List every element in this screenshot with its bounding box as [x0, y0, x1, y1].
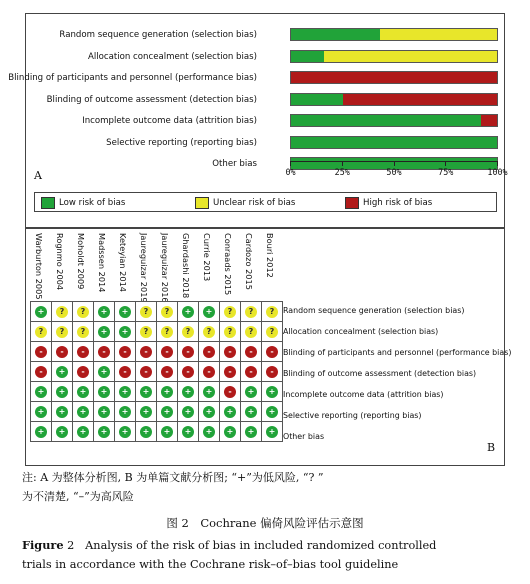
- risk-judgement-high-icon: -: [140, 346, 152, 358]
- grid-cell: [73, 402, 94, 422]
- panel-letter-b: B: [487, 441, 496, 454]
- grid-cell: [31, 382, 52, 402]
- grid-cell: [115, 342, 136, 362]
- grid-cell: [199, 322, 220, 342]
- risk-judgement-low-icon: +: [98, 366, 110, 378]
- grid-cell: [199, 342, 220, 362]
- risk-judgement-low-icon: +: [182, 306, 194, 318]
- risk-judgement-low-icon: +: [140, 406, 152, 418]
- grid-row-label: Blinding of participants and personnel (performance bias): [283, 348, 512, 357]
- grid-cell: [115, 402, 136, 422]
- grid-row-label: Random sequence generation (selection bias): [283, 306, 465, 315]
- grid-cell: [157, 402, 178, 422]
- risk-judgement-low-icon: +: [119, 426, 131, 438]
- risk-judgement-high-icon: -: [182, 366, 194, 378]
- grid-cell: [220, 322, 241, 342]
- x-tick-mark: [342, 161, 343, 166]
- legend-label-unclear: Unclear risk of bias: [213, 197, 296, 208]
- domain-bar: [290, 71, 498, 84]
- legend-item-low: [41, 196, 125, 209]
- grid-cell: [52, 342, 73, 362]
- grid-cell: [136, 302, 157, 322]
- risk-judgement-low-icon: +: [182, 406, 194, 418]
- risk-judgement-low-icon: +: [35, 306, 47, 318]
- risk-judgement-low-icon: +: [203, 426, 215, 438]
- grid-cell: [241, 422, 262, 442]
- risk-judgement-high-icon: -: [224, 366, 236, 378]
- grid-cell: [262, 302, 283, 322]
- risk-judgement-low-icon: +: [161, 406, 173, 418]
- bar-segment-unclear: [380, 29, 497, 40]
- grid-cell: [52, 382, 73, 402]
- risk-judgement-low-icon: +: [35, 386, 47, 398]
- grid-row-label: Allocation concealment (selection bias): [283, 327, 439, 336]
- study-column-header: [244, 233, 258, 295]
- legend-label-low: Low risk of bias: [59, 197, 126, 208]
- grid-cell: [157, 382, 178, 402]
- grid-cell: [157, 362, 178, 382]
- risk-judgement-unclear-icon: ?: [224, 306, 236, 318]
- grid-cell: [262, 342, 283, 362]
- grid-cell: [94, 362, 115, 382]
- bar-segment-high: [291, 72, 497, 83]
- risk-judgement-low-icon: +: [266, 406, 278, 418]
- risk-judgement-high-icon: -: [98, 346, 110, 358]
- grid-cell: [262, 402, 283, 422]
- grid-cell: [94, 382, 115, 402]
- grid-cell: [199, 362, 220, 382]
- grid-cell: [220, 362, 241, 382]
- risk-judgement-low-icon: +: [98, 306, 110, 318]
- domain-label: Other bias: [212, 159, 257, 169]
- risk-judgement-low-icon: +: [56, 406, 68, 418]
- grid-row-label: Other bias: [283, 432, 325, 441]
- grid-row: [31, 342, 283, 362]
- grid-cell: [136, 362, 157, 382]
- grid-row: [31, 422, 283, 442]
- grid-cell: [52, 322, 73, 342]
- risk-judgement-low-icon: +: [203, 386, 215, 398]
- risk-judgement-high-icon: -: [77, 346, 89, 358]
- grid-cell: [73, 382, 94, 402]
- x-tick-label: 100%: [487, 167, 508, 177]
- risk-judgement-high-icon: -: [245, 346, 257, 358]
- risk-judgement-low-icon: +: [119, 386, 131, 398]
- study-name: Keteyian 2014: [118, 233, 128, 293]
- grid-cell: [73, 322, 94, 342]
- risk-judgement-low-icon: +: [140, 426, 152, 438]
- legend-item-high: [345, 196, 432, 209]
- grid-cell: [178, 302, 199, 322]
- risk-judgement-unclear-icon: ?: [140, 306, 152, 318]
- risk-judgement-low-icon: +: [119, 406, 131, 418]
- grid-cell: [31, 362, 52, 382]
- grid-cell: [115, 302, 136, 322]
- grid-cell: [31, 422, 52, 442]
- grid-cell: [178, 362, 199, 382]
- x-tick-label: 0%: [285, 167, 296, 177]
- risk-judgement-low-icon: +: [224, 426, 236, 438]
- grid-cell: [136, 382, 157, 402]
- risk-judgement-low-icon: +: [77, 406, 89, 418]
- grid-cell: [94, 302, 115, 322]
- risk-judgement-high-icon: -: [161, 366, 173, 378]
- grid-cell: [115, 422, 136, 442]
- figure-title-en-line-2: trials in accordance with the Cochrane risk–of–bias tool guideline: [22, 558, 399, 571]
- risk-judgement-unclear-icon: ?: [245, 306, 257, 318]
- grid-cell: [73, 362, 94, 382]
- risk-judgement-high-icon: -: [245, 366, 257, 378]
- risk-judgement-unclear-icon: ?: [266, 326, 278, 338]
- grid-row: [31, 402, 283, 422]
- bar-segment-unclear: [324, 51, 497, 62]
- bar-segment-high: [343, 94, 498, 105]
- study-column-header: [55, 233, 69, 295]
- grid-cell: [220, 302, 241, 322]
- grid-row: [31, 362, 283, 382]
- risk-judgement-low-icon: +: [140, 386, 152, 398]
- grid-cell: [52, 422, 73, 442]
- study-name: Moholdt 2009: [76, 233, 86, 290]
- x-tick-label: 75%: [438, 167, 454, 177]
- grid-cell: [31, 322, 52, 342]
- grid-cell: [199, 302, 220, 322]
- domain-bar: [290, 93, 498, 106]
- risk-judgement-low-icon: +: [161, 426, 173, 438]
- risk-judgement-low-icon: +: [119, 326, 131, 338]
- grid-cell: [241, 362, 262, 382]
- risk-judgement-low-icon: +: [35, 406, 47, 418]
- grid-cell: [178, 382, 199, 402]
- bar-segment-low: [291, 94, 343, 105]
- grid-cell: [157, 422, 178, 442]
- risk-judgement-high-icon: -: [35, 366, 47, 378]
- grid-cell: [52, 362, 73, 382]
- domain-label: Incomplete outcome data (attrition bias): [82, 116, 257, 126]
- risk-judgement-unclear-icon: ?: [77, 326, 89, 338]
- grid-cell: [136, 322, 157, 342]
- risk-judgement-low-icon: +: [203, 306, 215, 318]
- study-column-header: [118, 233, 132, 295]
- study-name: Rognmo 2004: [55, 233, 65, 291]
- figure-label: Figure: [22, 538, 64, 552]
- grid-cell: [157, 342, 178, 362]
- risk-of-bias-grid: [30, 301, 283, 442]
- bar-segment-low: [291, 137, 497, 148]
- grid-cell: [241, 342, 262, 362]
- risk-judgement-high-icon: -: [140, 366, 152, 378]
- panel-letter-a: A: [34, 169, 42, 182]
- grid-cell: [136, 402, 157, 422]
- grid-cell: [31, 302, 52, 322]
- risk-judgement-low-icon: +: [56, 366, 68, 378]
- risk-judgement-high-icon: -: [182, 346, 194, 358]
- risk-judgement-low-icon: +: [77, 426, 89, 438]
- grid-cell: [241, 322, 262, 342]
- risk-judgement-low-icon: +: [245, 426, 257, 438]
- x-tick-label: 25%: [334, 167, 350, 177]
- grid-cell: [31, 342, 52, 362]
- domain-bar: [290, 50, 498, 63]
- risk-judgement-unclear-icon: ?: [203, 326, 215, 338]
- bar-segment-low: [291, 51, 324, 62]
- grid-cell: [94, 322, 115, 342]
- study-name: Jaureguizar 2016: [160, 233, 170, 303]
- risk-judgement-high-icon: -: [35, 346, 47, 358]
- grid-row-label: Blinding of outcome assessment (detection bias): [283, 369, 477, 378]
- study-column-header: [202, 233, 216, 295]
- risk-judgement-low-icon: +: [98, 406, 110, 418]
- grid-cell: [115, 382, 136, 402]
- bar-segment-low: [291, 115, 481, 126]
- grid-cell: [241, 382, 262, 402]
- study-name: Ghardashi 2018: [181, 233, 191, 299]
- grid-cell: [115, 322, 136, 342]
- risk-judgement-low-icon: +: [266, 426, 278, 438]
- risk-judgement-unclear-icon: ?: [35, 326, 47, 338]
- risk-judgement-high-icon: -: [203, 366, 215, 378]
- grid-cell: [73, 302, 94, 322]
- study-name: Bouri 2012: [265, 233, 275, 278]
- grid-cell: [262, 382, 283, 402]
- study-name: Cardozo 2015: [244, 233, 254, 290]
- bar-segment-low: [291, 29, 380, 40]
- grid-cell: [220, 342, 241, 362]
- figure-note-line-1: 注: A 为整体分析图, B 为单篇文献分析图; “+”为低风险, “? ”: [22, 471, 324, 484]
- x-tick-mark: [394, 161, 395, 166]
- risk-judgement-unclear-icon: ?: [56, 306, 68, 318]
- domain-bar: [290, 136, 498, 149]
- study-name: Conraads 2015: [223, 233, 233, 296]
- bar-segment-high: [481, 115, 497, 126]
- grid-cell: [94, 342, 115, 362]
- grid-row-label: Incomplete outcome data (attrition bias): [283, 390, 444, 399]
- grid-cell: [52, 402, 73, 422]
- grid-cell: [73, 422, 94, 442]
- study-column-header: [139, 233, 153, 303]
- legend-swatch-low: [41, 197, 55, 209]
- risk-judgement-unclear-icon: ?: [224, 326, 236, 338]
- domain-label: Random sequence generation (selection bias): [59, 30, 257, 40]
- study-column-header: [265, 233, 279, 295]
- panel-b-study-grid: [25, 228, 512, 466]
- risk-judgement-unclear-icon: ?: [56, 326, 68, 338]
- grid-cell: [262, 322, 283, 342]
- risk-judgement-unclear-icon: ?: [161, 306, 173, 318]
- figure-title-en-text-1: Analysis of the risk of bias in included randomized controlled: [85, 539, 437, 552]
- grid-cell: [94, 402, 115, 422]
- grid-cell: [31, 402, 52, 422]
- risk-judgement-low-icon: +: [98, 386, 110, 398]
- risk-judgement-high-icon: -: [77, 366, 89, 378]
- grid-cell: [241, 402, 262, 422]
- legend-item-unclear: [195, 196, 295, 209]
- grid-cell: [178, 402, 199, 422]
- risk-judgement-high-icon: -: [266, 366, 278, 378]
- risk-judgement-low-icon: +: [203, 406, 215, 418]
- risk-judgement-low-icon: +: [98, 426, 110, 438]
- study-column-header: [97, 233, 111, 295]
- risk-judgement-high-icon: -: [203, 346, 215, 358]
- risk-judgement-low-icon: +: [245, 386, 257, 398]
- x-tick-mark: [290, 161, 291, 166]
- chart-legend: [34, 192, 497, 212]
- study-column-header: [181, 233, 195, 299]
- domain-label: Blinding of outcome assessment (detection bias): [46, 94, 257, 105]
- x-tick-mark: [445, 161, 446, 166]
- risk-judgement-low-icon: +: [266, 386, 278, 398]
- risk-judgement-high-icon: -: [224, 346, 236, 358]
- risk-judgement-high-icon: -: [119, 346, 131, 358]
- grid-cell: [199, 382, 220, 402]
- grid-cell: [178, 422, 199, 442]
- domain-label: Blinding of participants and personnel (performance bias): [8, 73, 257, 83]
- study-name: Warburton 2005: [34, 233, 44, 300]
- grid-cell: [52, 302, 73, 322]
- figure-title-cn: 图 2 Cochrane 偏倚风险评估示意图: [166, 516, 364, 530]
- risk-judgement-unclear-icon: ?: [182, 326, 194, 338]
- risk-judgement-high-icon: -: [56, 346, 68, 358]
- risk-judgement-low-icon: +: [224, 406, 236, 418]
- grid-cell: [220, 382, 241, 402]
- figure-number: 2: [67, 539, 75, 552]
- risk-judgement-unclear-icon: ?: [266, 306, 278, 318]
- grid-cell: [220, 402, 241, 422]
- grid-row: [31, 322, 283, 342]
- risk-judgement-low-icon: +: [182, 386, 194, 398]
- risk-judgement-high-icon: -: [266, 346, 278, 358]
- risk-judgement-unclear-icon: ?: [161, 326, 173, 338]
- grid-row-label: Selective reporting (reporting bias): [283, 411, 422, 420]
- risk-judgement-unclear-icon: ?: [245, 326, 257, 338]
- risk-judgement-high-icon: -: [224, 386, 236, 398]
- risk-judgement-low-icon: +: [161, 386, 173, 398]
- x-tick-mark: [497, 161, 498, 166]
- domain-label: Selective reporting (reporting bias): [106, 137, 257, 148]
- grid-cell: [157, 322, 178, 342]
- grid-cell: [94, 422, 115, 442]
- risk-judgement-low-icon: +: [56, 386, 68, 398]
- grid-cell: [199, 422, 220, 442]
- grid-cell: [241, 302, 262, 322]
- risk-judgement-low-icon: +: [56, 426, 68, 438]
- grid-cell: [262, 422, 283, 442]
- risk-judgement-low-icon: +: [77, 386, 89, 398]
- grid-cell: [199, 402, 220, 422]
- grid-cell: [262, 362, 283, 382]
- study-column-header: [223, 233, 237, 295]
- legend-swatch-high: [345, 197, 359, 209]
- study-name: Jaureguizar 2019: [139, 233, 149, 303]
- risk-judgement-low-icon: +: [119, 306, 131, 318]
- grid-row: [31, 382, 283, 402]
- figure-title-en-line-1: [22, 538, 436, 552]
- grid-cell: [136, 342, 157, 362]
- grid-cell: [136, 422, 157, 442]
- grid-cell: [73, 342, 94, 362]
- legend-label-high: High risk of bias: [363, 197, 433, 208]
- risk-judgement-unclear-icon: ?: [140, 326, 152, 338]
- grid-cell: [178, 322, 199, 342]
- study-name: Madssen 2014: [97, 233, 107, 293]
- grid-row: [31, 302, 283, 322]
- risk-judgement-low-icon: +: [98, 326, 110, 338]
- risk-judgement-high-icon: -: [119, 366, 131, 378]
- grid-cell: [115, 362, 136, 382]
- study-column-header: [34, 233, 48, 300]
- figure-note-line-2: 为不清楚, “–”为高风险: [22, 490, 134, 503]
- grid-cell: [220, 422, 241, 442]
- grid-cell: [178, 342, 199, 362]
- domain-bar: [290, 28, 498, 41]
- risk-judgement-low-icon: +: [182, 426, 194, 438]
- risk-judgement-low-icon: +: [245, 406, 257, 418]
- domain-bar: [290, 114, 498, 127]
- domain-label: Allocation concealment (selection bias): [87, 51, 257, 62]
- risk-judgement-high-icon: -: [161, 346, 173, 358]
- study-column-header: [76, 233, 90, 295]
- risk-judgement-unclear-icon: ?: [77, 306, 89, 318]
- study-name: Currie 2013: [202, 233, 212, 282]
- legend-swatch-unclear: [195, 197, 209, 209]
- panel-a-summary-chart: [8, 13, 508, 228]
- x-tick-label: 50%: [386, 167, 402, 177]
- study-column-header: [160, 233, 174, 303]
- grid-cell: [157, 302, 178, 322]
- risk-judgement-low-icon: +: [35, 426, 47, 438]
